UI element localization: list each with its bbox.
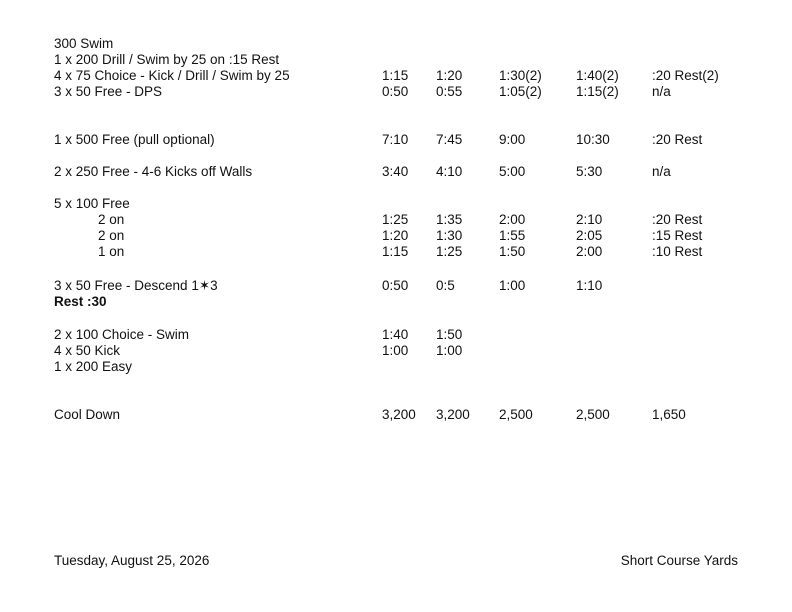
interval-lane-4: 1:40(2) [576,68,619,83]
interval-lane-1: 1:00 [382,343,409,358]
workout-row [0,343,792,359]
total-lane-4: 2,500 [576,407,610,422]
interval-lane-3: 5:00 [499,164,526,179]
interval-lane-3: 2:00 [499,212,526,227]
interval-lane-1: 1:15 [382,68,409,83]
rest-label: Rest :30 [54,294,107,309]
set-label: 2 x 250 Free - 4-6 Kicks off Walls [54,164,253,179]
set-label: 2 x 100 Choice - Swim [54,327,190,342]
interval-lane-1: 1:40 [382,327,409,342]
total-lane-1: 3,200 [382,407,416,422]
set-label: 1 x 200 Drill / Swim by 25 on :15 Rest [54,52,280,67]
interval-lane-5: :20 Rest(2) [652,68,719,83]
interval-lane-1: 1:25 [382,212,409,227]
interval-lane-4: 1:15(2) [576,84,619,99]
total-lane-3: 2,500 [499,407,533,422]
interval-lane-5: n/a [652,84,671,99]
interval-lane-3: 1:50 [499,244,526,259]
interval-lane-2: 1:50 [436,327,463,342]
interval-lane-4: 10:30 [576,132,610,147]
interval-lane-4: 5:30 [576,164,603,179]
set-label: 3 x 50 Free - DPS [54,84,163,99]
workout-row [0,132,792,148]
interval-lane-3: 1:05(2) [499,84,542,99]
set-label: Cool Down [54,407,121,422]
footer-date: Tuesday, August 25, 2026 [54,553,210,568]
interval-lane-5: :15 Rest [652,228,703,243]
set-label: 5 x 100 Free [54,196,130,211]
interval-lane-2: 0:5 [436,278,455,293]
footer-course: Short Course Yards [620,553,738,568]
interval-lane-2: 1:35 [436,212,463,227]
set-label: 4 x 75 Choice - Kick / Drill / Swim by 25 [54,68,290,83]
set-label: 4 x 50 Kick [54,343,121,358]
workout-row [0,196,792,212]
set-label: 1 x 500 Free (pull optional) [54,132,215,147]
workout-row [0,228,792,244]
interval-lane-2: 4:10 [436,164,463,179]
workout-row [0,359,792,375]
workout-row [0,212,792,228]
set-label: 3 x 50 Free - Descend 1✶3 [54,278,218,293]
total-lane-5: 1,650 [652,407,686,422]
total-lane-2: 3,200 [436,407,470,422]
workout-row [0,164,792,180]
workout-row [0,327,792,343]
interval-lane-2: 0:55 [436,84,463,99]
workout-row [0,294,792,310]
set-label: 1 on [98,244,125,259]
interval-lane-3: 1:30(2) [499,68,542,83]
interval-lane-1: 0:50 [382,278,409,293]
workout-row [0,68,792,84]
workout-row [0,36,792,52]
interval-lane-4: 2:00 [576,244,603,259]
workout-row [0,278,792,294]
interval-lane-3: 9:00 [499,132,526,147]
interval-lane-2: 7:45 [436,132,463,147]
interval-lane-5: :20 Rest [652,212,703,227]
interval-lane-5: :10 Rest [652,244,703,259]
totals-row [0,407,792,423]
interval-lane-1: 1:15 [382,244,409,259]
interval-lane-1: 0:50 [382,84,409,99]
workout-row [0,84,792,100]
interval-lane-2: 1:00 [436,343,463,358]
interval-lane-3: 1:55 [499,228,526,243]
interval-lane-4: 2:05 [576,228,603,243]
interval-lane-2: 1:25 [436,244,463,259]
set-label: 2 on [98,228,125,243]
interval-lane-1: 1:20 [382,228,409,243]
interval-lane-1: 3:40 [382,164,409,179]
set-label: 2 on [98,212,125,227]
interval-lane-2: 1:30 [436,228,463,243]
workout-row [0,244,792,260]
interval-lane-2: 1:20 [436,68,463,83]
interval-lane-4: 2:10 [576,212,603,227]
set-label: 300 Swim [54,36,114,51]
interval-lane-3: 1:00 [499,278,526,293]
interval-lane-4: 1:10 [576,278,603,293]
interval-lane-5: :20 Rest [652,132,703,147]
workout-row [0,52,792,68]
interval-lane-1: 7:10 [382,132,409,147]
set-label: 1 x 200 Easy [54,359,133,374]
interval-lane-5: n/a [652,164,671,179]
